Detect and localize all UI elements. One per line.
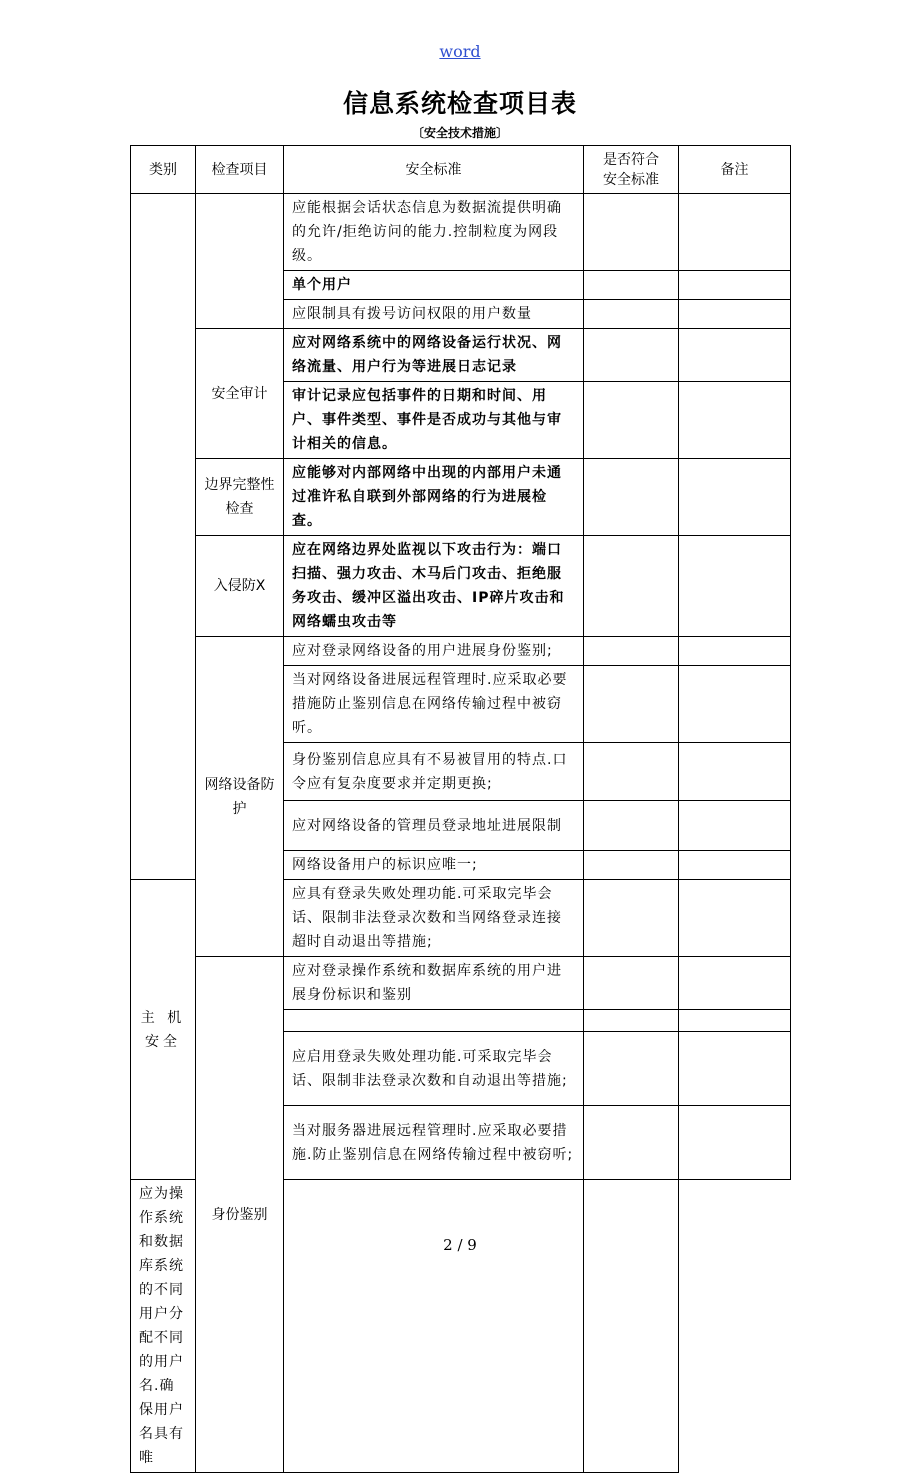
standard-cell: 应启用登录失败处理功能.可采取完毕会话、限制非法登录次数和自动退出等措施; xyxy=(284,1032,584,1106)
compliance-cell[interactable] xyxy=(584,1106,679,1180)
compliance-cell[interactable] xyxy=(584,957,679,1010)
compliance-cell[interactable] xyxy=(584,329,679,382)
table-row xyxy=(131,194,791,271)
standard-cell: 应限制具有拨号访问权限的用户数量 xyxy=(284,300,584,329)
standard-cell: 当对网络设备进展远程管理时.应采取必要措施防止鉴别信息在网络传输过程中被窃听。 xyxy=(284,666,584,743)
host-category-line1: 主 机 xyxy=(140,1009,186,1026)
col-header-compliance-line1: 是否符合 xyxy=(603,151,659,168)
standard-cell: 审计记录应包括事件的日期和时间、用户、事件类型、事件是否成功与其他与审计相关的信息。 xyxy=(284,382,584,459)
table-row xyxy=(131,329,791,382)
compliance-cell[interactable] xyxy=(584,536,679,637)
standard-cell: 网络设备用户的标识应唯一; xyxy=(284,851,584,880)
remarks-cell[interactable] xyxy=(679,382,791,459)
compliance-cell[interactable] xyxy=(584,459,679,536)
standard-cell: 应在网络边界处监视以下攻击行为：端口扫描、强力攻击、木马后门攻击、拒绝服务攻击、缓冲区溢出攻击、IP碎片攻击和网络蠕虫攻击等 xyxy=(284,536,584,637)
compliance-cell[interactable] xyxy=(584,300,679,329)
standard-cell: 应能够对内部网络中出现的内部用户未通过准许私自联到外部网络的行为进展检查。 xyxy=(284,459,584,536)
standard-cell: 应对网络设备的管理员登录地址进展限制 xyxy=(284,801,584,851)
page-subtitle: 〔安全技术措施〕 xyxy=(411,126,508,140)
remarks-cell[interactable] xyxy=(679,1106,791,1180)
remarks-cell[interactable] xyxy=(679,459,791,536)
compliance-cell[interactable] xyxy=(584,851,679,880)
table-row xyxy=(131,637,791,666)
col-header-category: 类别 xyxy=(131,146,196,194)
standard-cell: 应对登录网络设备的用户进展身份鉴别; xyxy=(284,637,584,666)
compliance-cell[interactable] xyxy=(584,382,679,459)
standard-cell: 当对服务器进展远程管理时.应采取必要措施.防止鉴别信息在网络传输过程中被窃听; xyxy=(284,1106,584,1180)
check-item-identity-auth: 身份鉴别 xyxy=(196,957,284,1473)
standard-cell: 身份鉴别信息应具有不易被冒用的特点.口令应有复杂度要求并定期更换; xyxy=(284,743,584,801)
col-header-compliance xyxy=(584,146,679,194)
table-row xyxy=(131,459,791,536)
remarks-cell[interactable] xyxy=(679,194,791,271)
remarks-cell[interactable] xyxy=(679,851,791,880)
checklist-table xyxy=(130,145,791,1473)
remarks-cell[interactable] xyxy=(679,637,791,666)
remarks-cell[interactable] xyxy=(679,329,791,382)
category-cell-network xyxy=(131,194,196,880)
remarks-cell[interactable] xyxy=(679,743,791,801)
table-header-row xyxy=(131,146,791,194)
standard-cell: 单个用户 xyxy=(284,271,584,300)
remarks-cell[interactable] xyxy=(679,801,791,851)
remarks-cell[interactable] xyxy=(679,957,791,1010)
compliance-cell[interactable] xyxy=(284,1180,584,1473)
standard-cell: 应具有登录失败处理功能.可采取完毕会话、限制非法登录次数和当网络登录连接超时自动退出等措施; xyxy=(284,880,584,957)
standard-cell xyxy=(284,1010,584,1032)
remarks-cell[interactable] xyxy=(679,666,791,743)
compliance-cell[interactable] xyxy=(584,637,679,666)
compliance-cell[interactable] xyxy=(584,801,679,851)
remarks-cell[interactable] xyxy=(679,1032,791,1106)
check-item-intrusion-prevention: 入侵防X xyxy=(196,536,284,637)
standard-cell: 应对网络系统中的网络设备运行状况、网络流量、用户行为等进展日志记录 xyxy=(284,329,584,382)
col-header-check-item: 检查项目 xyxy=(196,146,284,194)
compliance-cell[interactable] xyxy=(584,666,679,743)
remarks-cell[interactable] xyxy=(679,880,791,957)
remarks-cell[interactable] xyxy=(679,1010,791,1032)
compliance-cell[interactable] xyxy=(584,1010,679,1032)
header-link[interactable]: word xyxy=(439,42,481,61)
compliance-cell[interactable] xyxy=(584,880,679,957)
table-row xyxy=(131,536,791,637)
standard-cell: 应为操作系统和数据库系统的不同用户分配不同的用户名.确保用户名具有唯 xyxy=(131,1180,196,1473)
page-number: 2 / 9 xyxy=(443,1236,477,1254)
table-row xyxy=(131,957,791,1010)
compliance-cell[interactable] xyxy=(584,271,679,300)
compliance-cell[interactable] xyxy=(584,1032,679,1106)
compliance-cell[interactable] xyxy=(584,743,679,801)
host-category-line2: 安全 xyxy=(145,1033,181,1050)
category-cell-host-security xyxy=(131,880,196,1180)
col-header-remarks: 备注 xyxy=(679,146,791,194)
check-item-boundary-integrity: 边界完整性检查 xyxy=(196,459,284,536)
remarks-cell[interactable] xyxy=(679,271,791,300)
compliance-cell[interactable] xyxy=(584,194,679,271)
col-header-standard: 安全标准 xyxy=(284,146,584,194)
check-item-device-protection: 网络设备防护 xyxy=(196,637,284,957)
check-item-access-control xyxy=(196,194,284,329)
remarks-cell[interactable] xyxy=(679,536,791,637)
standard-cell: 应对登录操作系统和数据库系统的用户进展身份标识和鉴别 xyxy=(284,957,584,1010)
col-header-compliance-line2: 安全标准 xyxy=(603,171,659,188)
remarks-cell[interactable] xyxy=(584,1180,679,1473)
remarks-cell[interactable] xyxy=(679,300,791,329)
standard-cell: 应能根据会话状态信息为数据流提供明确的允许/拒绝访问的能力.控制粒度为网段级。 xyxy=(284,194,584,271)
page-title: 信息系统检查项目表 xyxy=(342,89,577,118)
check-item-security-audit: 安全审计 xyxy=(196,329,284,459)
